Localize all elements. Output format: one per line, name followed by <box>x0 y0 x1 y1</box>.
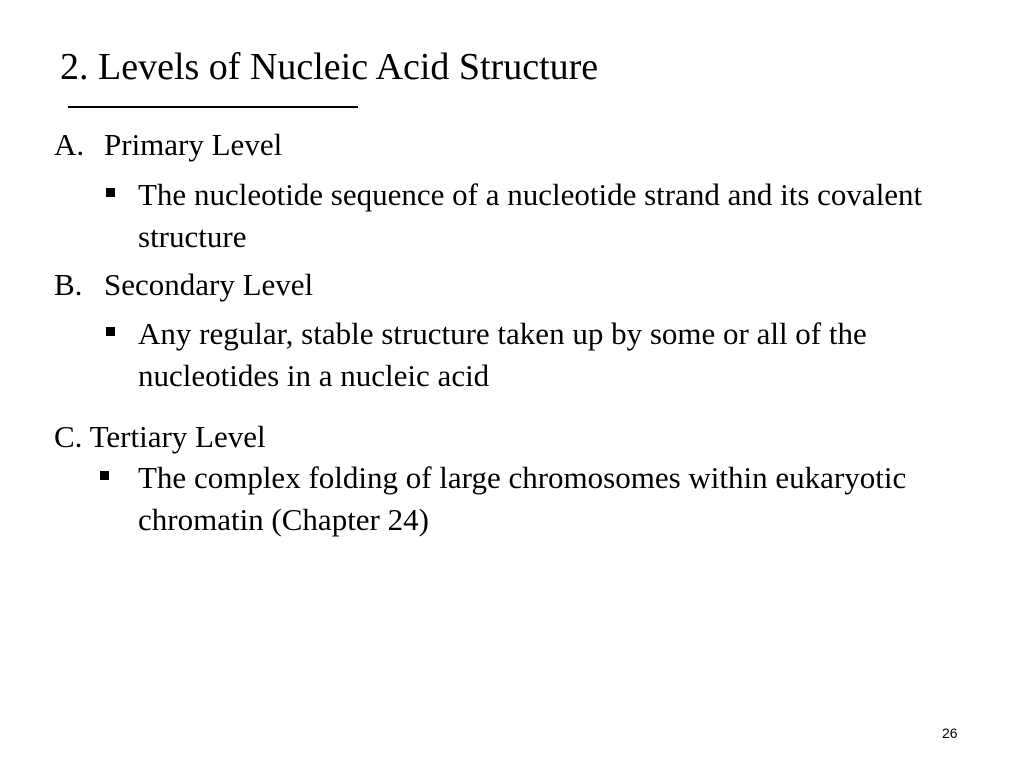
bullet-text: The nucleotide sequence of a nucleotide strand and its covalent structure <box>138 177 923 254</box>
section-heading-tertiary <box>54 418 266 456</box>
slide-title: 2. Levels of Nucleic Acid Structure <box>60 46 599 88</box>
bullet-text: The complex folding of large chromosomes within eukaryotic chromatin (Chapter 24) <box>138 460 907 537</box>
section-heading-label: Primary Level <box>104 127 283 162</box>
page-number: 26 <box>942 725 958 741</box>
section-heading-label: Secondary Level <box>104 267 314 302</box>
bullet-text: Any regular, stable structure taken up by some or all of the nucleotides in a nucleic acid <box>138 316 867 393</box>
section-heading-secondary <box>54 266 313 304</box>
bullet-secondary <box>106 313 986 397</box>
section-heading-primary <box>54 126 282 164</box>
bullet-tertiary <box>100 457 980 541</box>
bullet-primary <box>106 174 986 258</box>
section-marker-a: A. <box>54 127 85 162</box>
square-bullet-icon <box>106 188 115 197</box>
square-bullet-icon <box>106 327 115 336</box>
square-bullet-icon <box>100 471 109 480</box>
title-underline <box>68 106 358 108</box>
section-marker-b: B. <box>54 267 83 302</box>
section-heading-label: C. Tertiary Level <box>54 419 266 454</box>
